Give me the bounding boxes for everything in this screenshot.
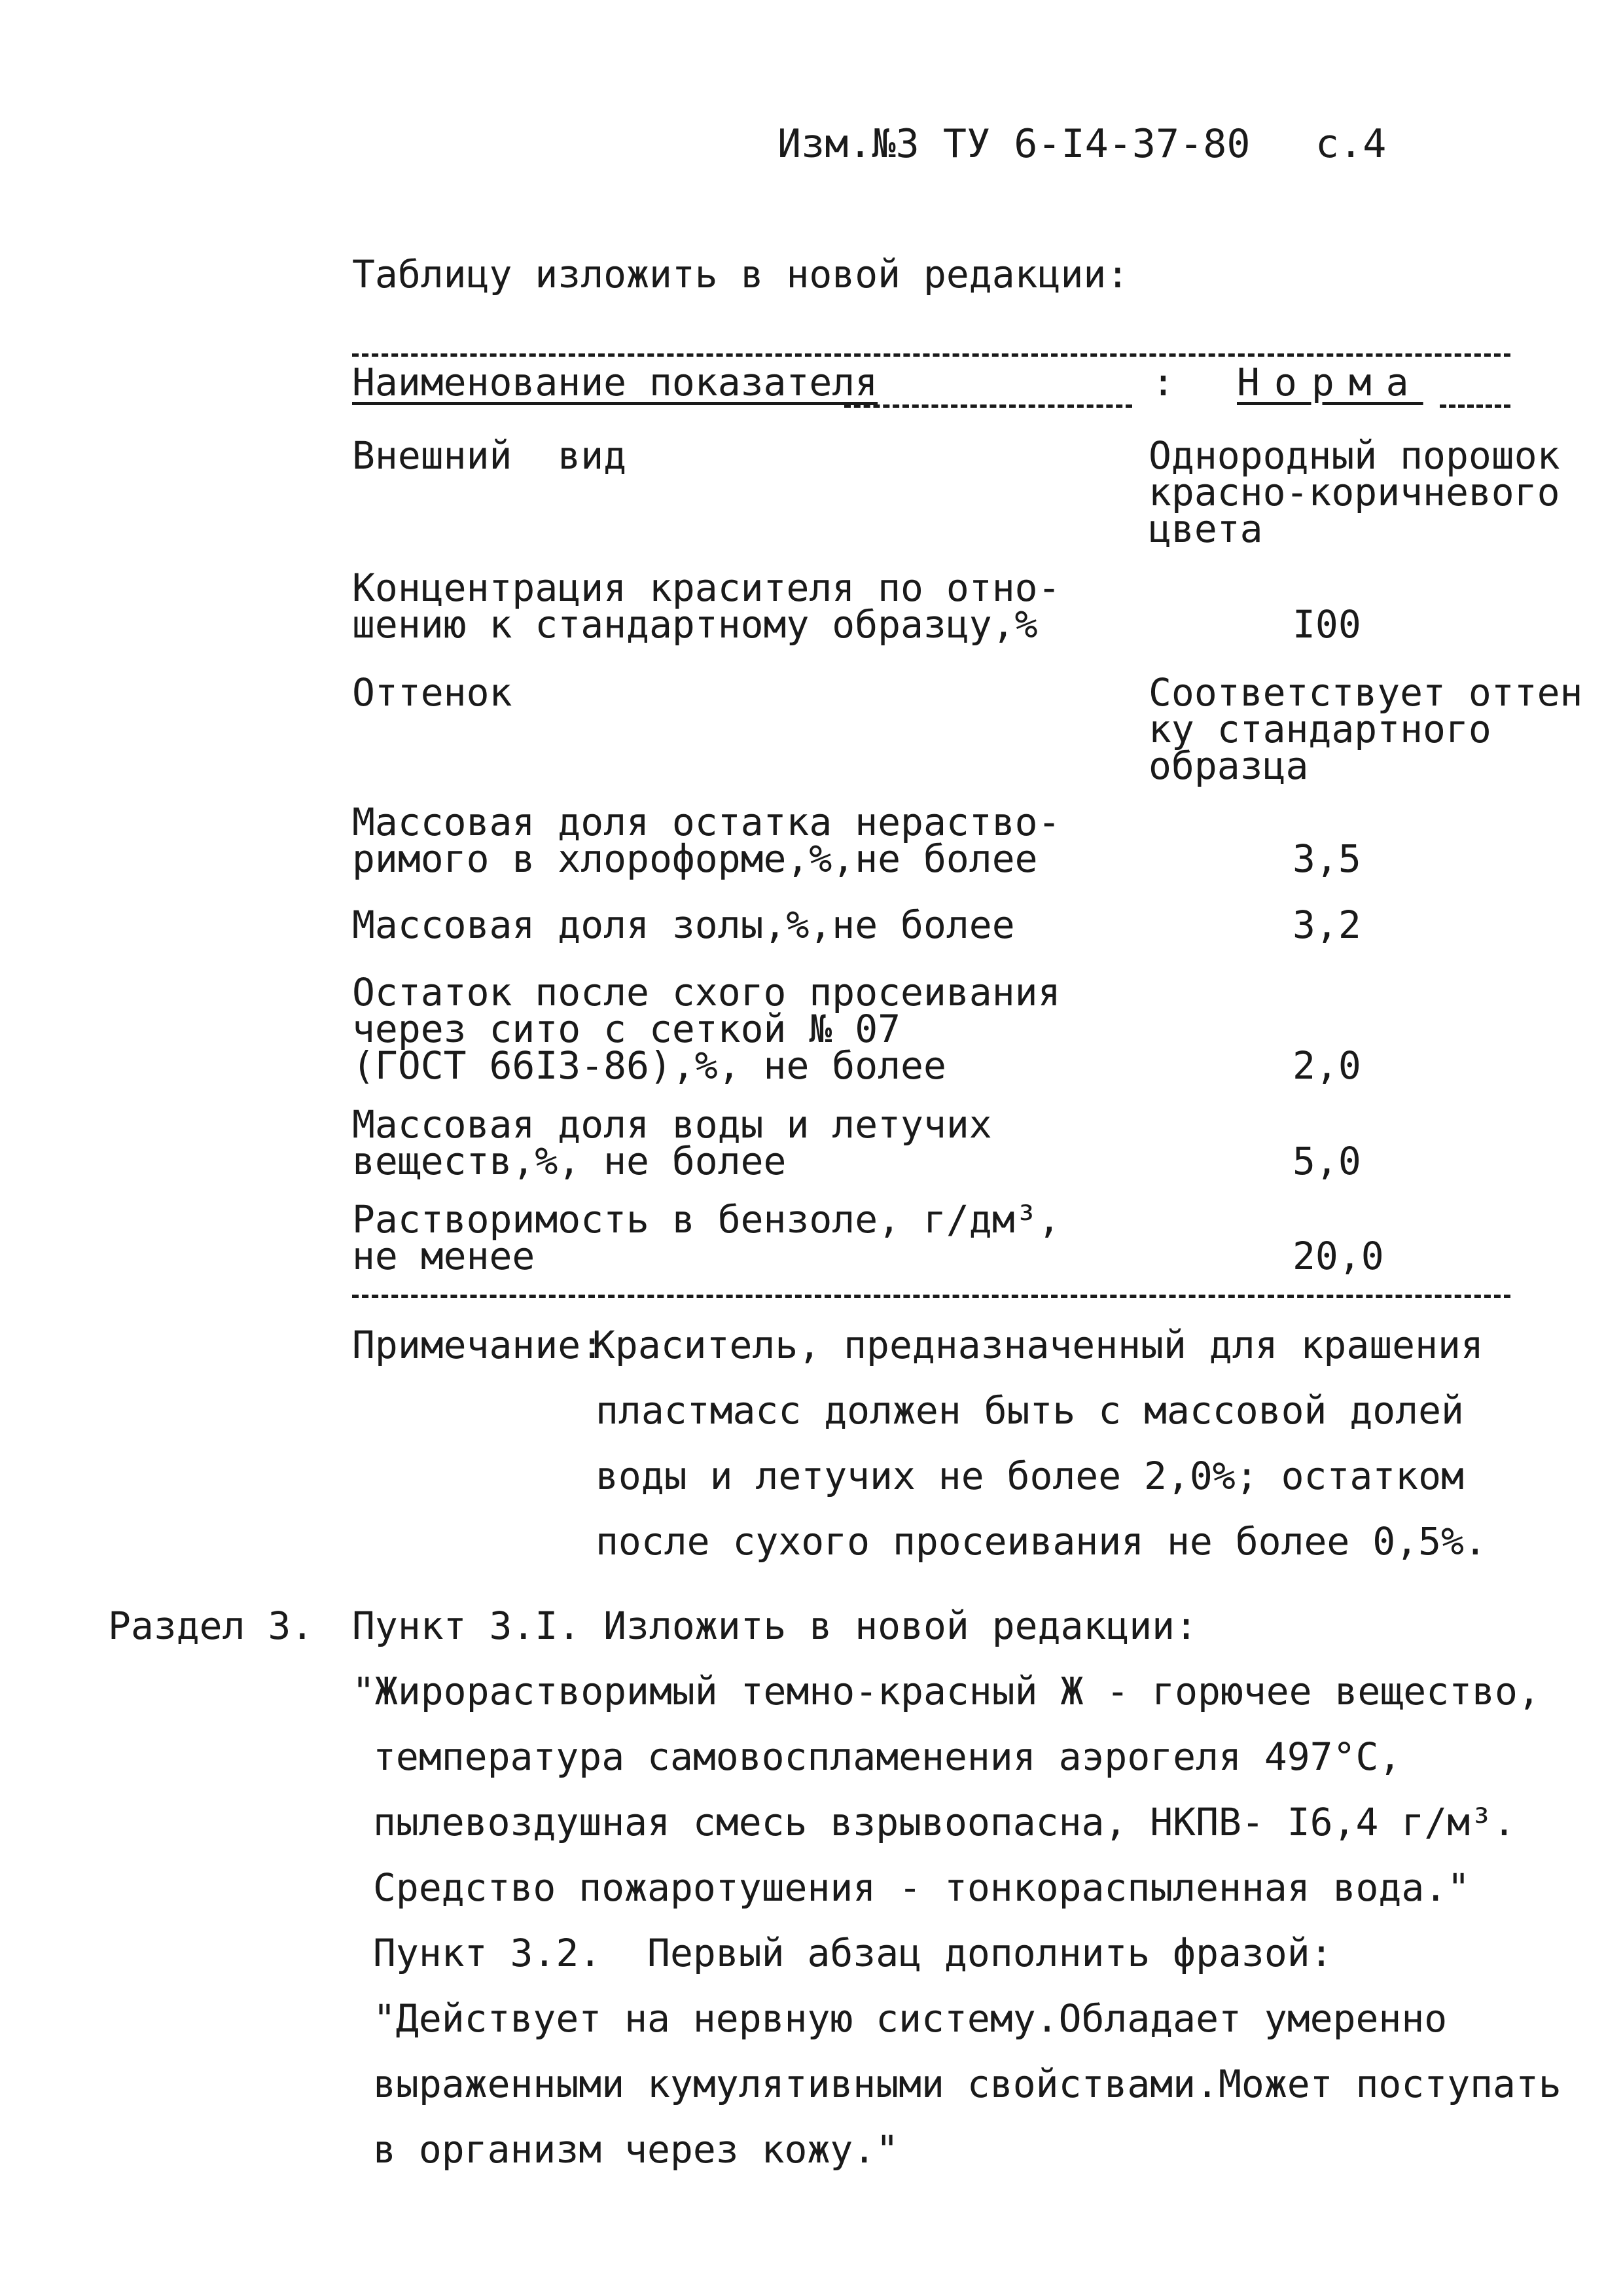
table-row-name: Оттенок [352, 670, 512, 715]
table-header-leader [844, 404, 1132, 408]
note-line: пластмасс должен быть с массовой долей [596, 1388, 1464, 1433]
table-row-name: Остаток после схого просеивания через сито с сеткой № 07 (ГОСТ 66I3-86),%, не более [352, 970, 1061, 1088]
clause-heading: Пункт 3.I. Изложить в новой редакции: [352, 1604, 1198, 1648]
note-line: воды и летучих не более 2,0%; остатком [596, 1454, 1464, 1498]
table-row-value: I00 [1293, 602, 1361, 647]
clause-text: "Жирорастворимый темно-красный Ж - горючее вещество, [352, 1669, 1541, 1713]
table-row-value: 3,2 [1293, 903, 1361, 947]
section-label: Раздел 3. [108, 1604, 314, 1648]
clause-text: Средство пожаротушения - тонкораспыленная вода." [373, 1865, 1471, 1910]
table-row-name: Растворимость в бензоле, г/дм³, не менее [352, 1197, 1061, 1278]
table-row-value: 3,5 [1293, 836, 1361, 881]
table-row-value: Однородный порошок красно-коричневого цвета [1149, 433, 1560, 551]
table-header-name: Наименование показателя [352, 360, 878, 404]
table-row-value: 20,0 [1293, 1234, 1384, 1278]
table-row-value: Соответствует оттен ку стандартного образца [1149, 670, 1583, 788]
table-top-rule [352, 353, 1510, 357]
table-row-name: Массовая доля остатка нераство- римого в хлороформе,%,не более [352, 800, 1061, 881]
note-line: Краситель, предназначенный для крашения [592, 1323, 1484, 1367]
table-row-name: Внешний вид [352, 433, 627, 478]
note-line: после сухого просеивания не более 0,5%. [596, 1519, 1487, 1564]
table-row-name: Массовая доля золы,%,не более [352, 903, 1015, 947]
clause-heading: Пункт 3.2. Первый абзац дополнить фразой: [373, 1931, 1333, 1975]
table-row-value: 5,0 [1293, 1139, 1361, 1183]
page-number: с.4 [1315, 121, 1387, 167]
table-bottom-rule [352, 1295, 1510, 1298]
document-header: Изм.№3 ТУ 6-I4-37-80 [777, 121, 1251, 167]
table-row-name: Концентрация красителя по отно- шению к стандартному образцу,% [352, 565, 1061, 647]
table-header-norm: Норма [1237, 360, 1423, 404]
intro-text: Таблицу изложить в новой редакции: [352, 252, 1130, 296]
table-header-separator: : [1152, 360, 1175, 404]
clause-text: в организм через кожу." [373, 2127, 899, 2172]
clause-text: "Действует на нервную систему.Обладает умеренно [373, 1996, 1448, 2041]
table-row-value: 2,0 [1293, 1043, 1361, 1088]
clause-text: температура самовоспламенения аэрогеля 497°С, [373, 1734, 1402, 1779]
clause-text: выраженными кумулятивными свойствами.Может поступать [373, 2062, 1561, 2106]
note-label: Примечание: [352, 1323, 604, 1367]
table-row-name: Массовая доля воды и летучих веществ,%, не более [352, 1102, 992, 1183]
table-header-leader-end [1440, 404, 1510, 408]
clause-text: пылевоздушная смесь взрывоопасна, НКПВ- I6,4 г/м³. [373, 1800, 1516, 1844]
